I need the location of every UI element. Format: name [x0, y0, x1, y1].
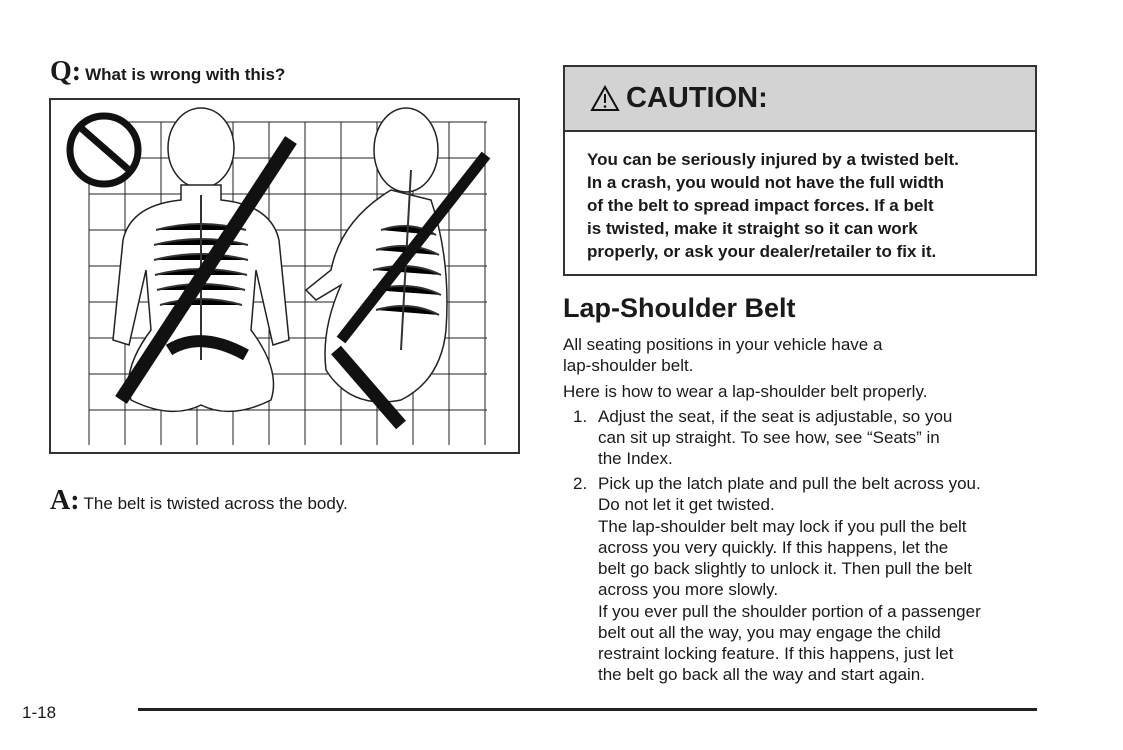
caution-box: [563, 65, 1037, 276]
caution-header: [565, 67, 1035, 132]
step-1: [573, 406, 1043, 469]
text-line: restraint locking feature. If this happens, just let: [598, 644, 954, 663]
step-number: 2.: [573, 474, 588, 493]
twisted-belt-illustration: [49, 98, 520, 454]
text-line: the belt go back all the way and start again.: [598, 665, 925, 684]
caution-line: In a crash, you would not have the full width: [587, 173, 945, 192]
howto-paragraph: Here is how to wear a lap-shoulder belt properly.: [563, 382, 928, 401]
question-text: What is wrong with this?: [85, 65, 286, 84]
text-line: Adjust the seat, if the seat is adjustable, so you: [598, 407, 953, 426]
text-line: across you very quickly. If this happens, let the: [598, 538, 949, 557]
answer-label: A:: [50, 485, 80, 516]
text-line: across you more slowly.: [598, 580, 779, 599]
question: [50, 56, 285, 88]
text-line: belt go back slightly to unlock it. Then pull the belt: [598, 559, 972, 578]
step-number: 1.: [573, 407, 588, 426]
text-line: If you ever pull the shoulder portion of a passenger: [598, 602, 981, 621]
text-line: can sit up straight. To see how, see “Seats” in: [598, 428, 940, 447]
caution-text: [565, 132, 1035, 263]
note-paragraph-2: [598, 601, 981, 685]
caution-line: of the belt to spread impact forces. If a belt: [587, 196, 934, 215]
intro-paragraph: [563, 334, 882, 376]
caution-line: is twisted, make it straight so it can work: [587, 219, 918, 238]
text-line: The lap-shoulder belt may lock if you pull the belt: [598, 517, 967, 536]
text-line: All seating positions in your vehicle have a: [563, 335, 883, 354]
text-line: the Index.: [598, 449, 673, 468]
answer: [50, 485, 348, 517]
question-label: Q:: [50, 56, 82, 87]
text-line: Pick up the latch plate and pull the belt across you.: [598, 474, 981, 493]
text-line: belt out all the way, you may engage the child: [598, 623, 941, 642]
caution-title: CAUTION:: [626, 82, 768, 114]
section-heading: Lap-Shoulder Belt: [563, 293, 796, 323]
step-2: [573, 473, 1043, 515]
note-paragraph-1: [598, 516, 972, 600]
text-line: lap-shoulder belt.: [563, 356, 694, 375]
answer-text: The belt is twisted across the body.: [83, 494, 348, 513]
footer-rule: [138, 708, 1037, 711]
text-line: Do not let it get twisted.: [598, 495, 775, 514]
warning-triangle-icon: [590, 85, 620, 112]
skeleton-twisted-belt-icon: [51, 100, 518, 452]
caution-line: properly, or ask your dealer/retailer to fix it.: [587, 242, 937, 261]
page-number: 1-18: [22, 703, 57, 722]
caution-line: You can be seriously injured by a twisted belt.: [587, 150, 959, 169]
